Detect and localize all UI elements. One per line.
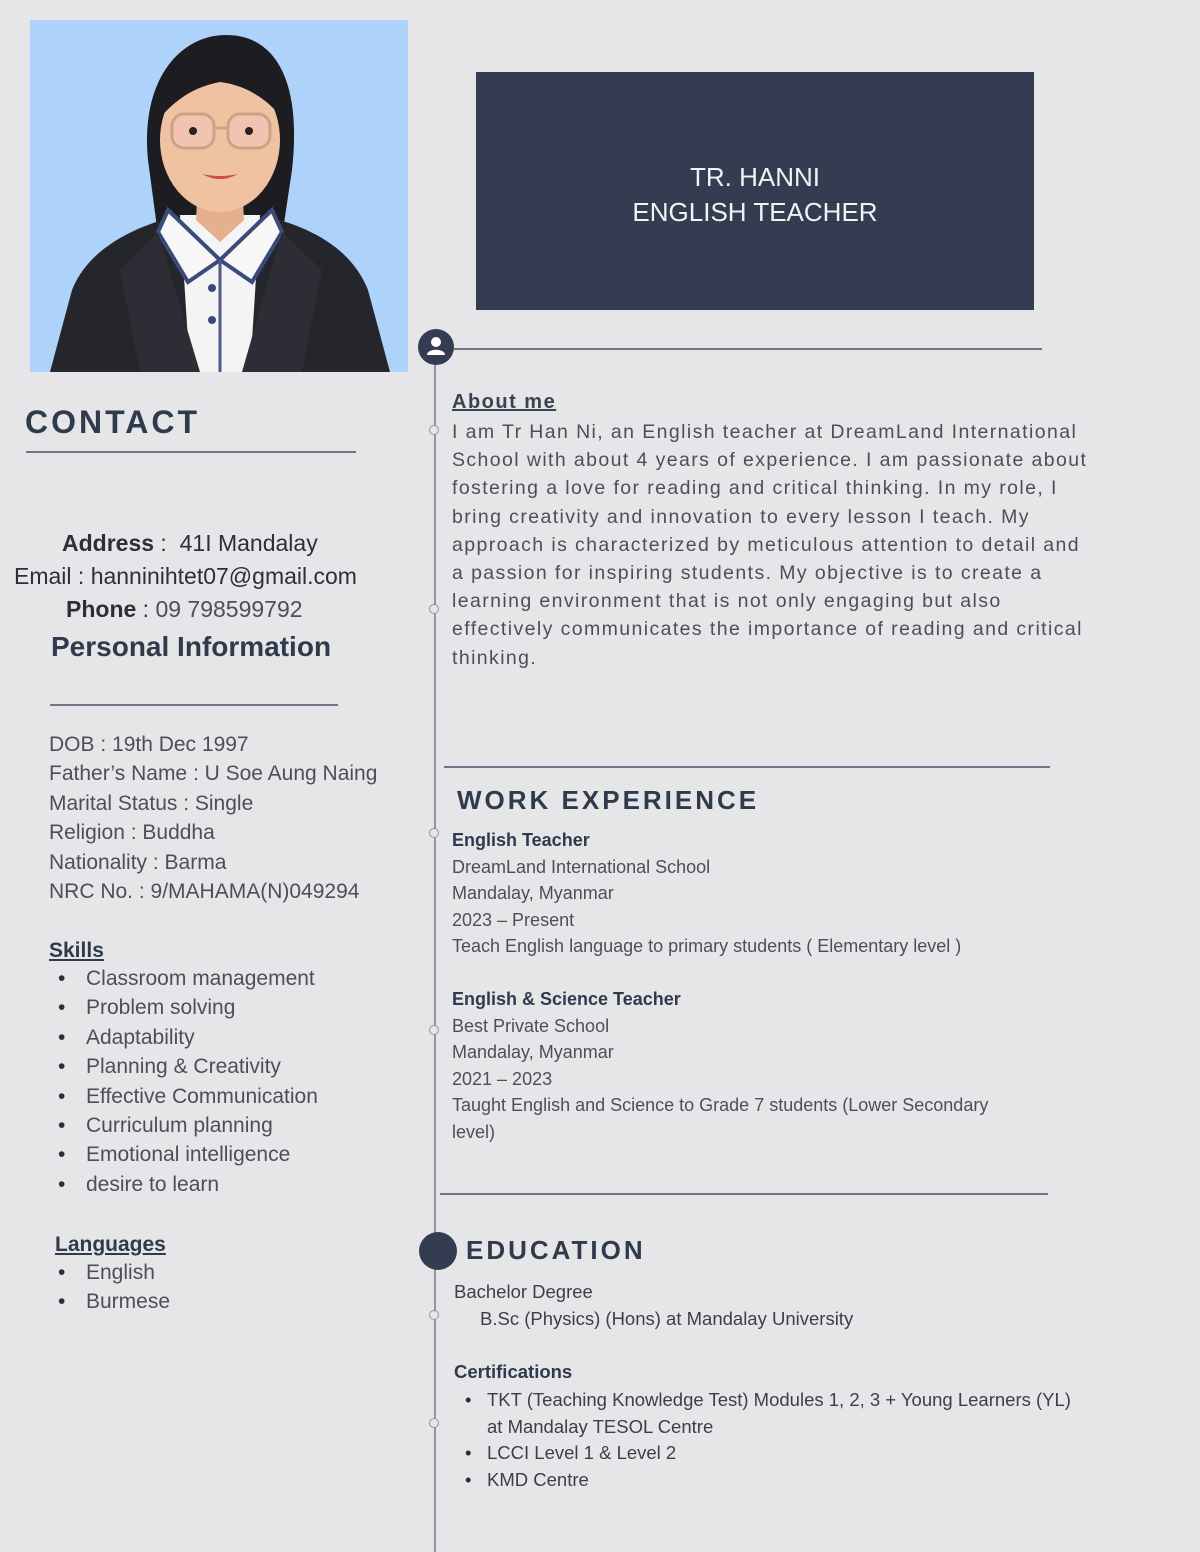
contact-email: Email : hanninihtet07@gmail.com [14,563,357,589]
languages-heading: Languages [55,1233,166,1256]
languages-list [86,1261,170,1320]
language-item: • English [86,1261,170,1290]
about-paragraph: I am Tr Han Ni, an English teacher at DreamLand International School with about 4 years of experience. I am passionate about fostering a love for reading and critical thinking. In my role, I bring creativity and innovation to every lesson I teach. My approach is characterized by meticulous attention to detail and a passion for inspiring students. My objective is to create a learning environment that is not only engaging but also effectively communicates the importance of reading and critical thinking. [452,421,1088,669]
timeline-marker [429,1418,439,1428]
skill-item: • Planning & Creativity [86,1055,318,1084]
timeline-marker [429,828,439,838]
timeline-marker [429,1025,439,1035]
job-period: 2023 – Present [452,910,575,930]
religion-line: Religion : Buddha [49,821,215,844]
job-location: Mandalay, Myanmar [452,883,614,903]
person-icon [418,329,454,365]
contact-phone: Phone : 09 798599792 [66,596,303,622]
degree-detail: B.Sc (Physics) (Hons) at Mandalay University [480,1308,854,1329]
personal-info-divider [50,704,338,706]
degree-title: Bachelor Degree [454,1281,593,1302]
education-marker [419,1232,457,1270]
job-period: 2021 – 2023 [452,1069,553,1089]
name-banner [476,72,1034,310]
name-heading: TR. HANNI [690,162,820,192]
certifications-list [487,1387,1087,1493]
skill-item: • Emotional intelligence [86,1143,318,1172]
address-label: Address [62,530,155,556]
skill-item: • Adaptability [86,1026,318,1055]
job-description: Taught English and Science to Grade 7 students (Lower Secondary [452,1095,989,1115]
nrc-line: NRC No. : 9/MAHAMA(N)049294 [49,880,360,903]
role-heading: ENGLISH TEACHER [632,197,878,227]
job-description: Teach English language to primary students ( Elementary level ) [452,936,962,956]
skill-item: • Problem solving [86,996,318,1025]
contact-heading: CONTACT [25,404,201,440]
language-item: • Burmese [86,1290,170,1319]
education-heading: EDUCATION [466,1235,646,1265]
about-heading: About me [452,391,557,413]
certification-item: • TKT (Teaching Knowledge Test) Modules 1, 2, 3 + Young Learners (YL) at Mandalay TESOL Centre [487,1387,1087,1440]
job-title: English Teacher [452,830,590,850]
father-name-line: Father’s Name : U Soe Aung Naing [49,762,378,785]
contact-address: Address : 41I Mandalay [62,530,318,556]
phone-value: 09 798599792 [155,596,303,622]
job-school: Best Private School [452,1016,610,1036]
profile-divider [454,348,1042,350]
skill-item: • Classroom management [86,967,318,996]
education-divider [440,1193,1048,1195]
email-label: Email [14,563,72,589]
personal-info-heading: Personal Information [51,631,332,662]
job-description-continued: level) [452,1122,496,1142]
phone-label: Phone [66,596,137,622]
portrait-illustration [30,20,408,372]
skills-list [86,967,318,1202]
contact-divider [26,451,356,453]
address-value: 41I Mandalay [179,530,318,556]
skill-item: • Curriculum planning [86,1114,318,1143]
skills-heading: Skills [49,939,104,962]
job-location: Mandalay, Myanmar [452,1042,614,1062]
profile-photo [30,20,408,372]
skill-item: • desire to learn [86,1173,318,1202]
certifications-heading: Certifications [454,1361,573,1382]
job-school: DreamLand International School [452,857,711,877]
timeline-line [434,350,436,1552]
certification-item: • KMD Centre [487,1467,1087,1494]
timeline-marker [429,1310,439,1320]
timeline-marker [429,425,439,435]
work-heading: WORK EXPERIENCE [457,785,760,815]
timeline-marker [429,604,439,614]
email-value[interactable]: hanninihtet07@gmail.com [90,563,357,589]
skill-item: • Effective Communication [86,1085,318,1114]
marital-status-line: Marital Status : Single [49,792,254,815]
dob-line: DOB : 19th Dec 1997 [49,733,249,756]
certification-item: • LCCI Level 1 & Level 2 [487,1440,1087,1467]
work-divider [444,766,1050,768]
job-title: English & Science Teacher [452,989,681,1009]
nationality-line: Nationality : Barma [49,851,227,874]
